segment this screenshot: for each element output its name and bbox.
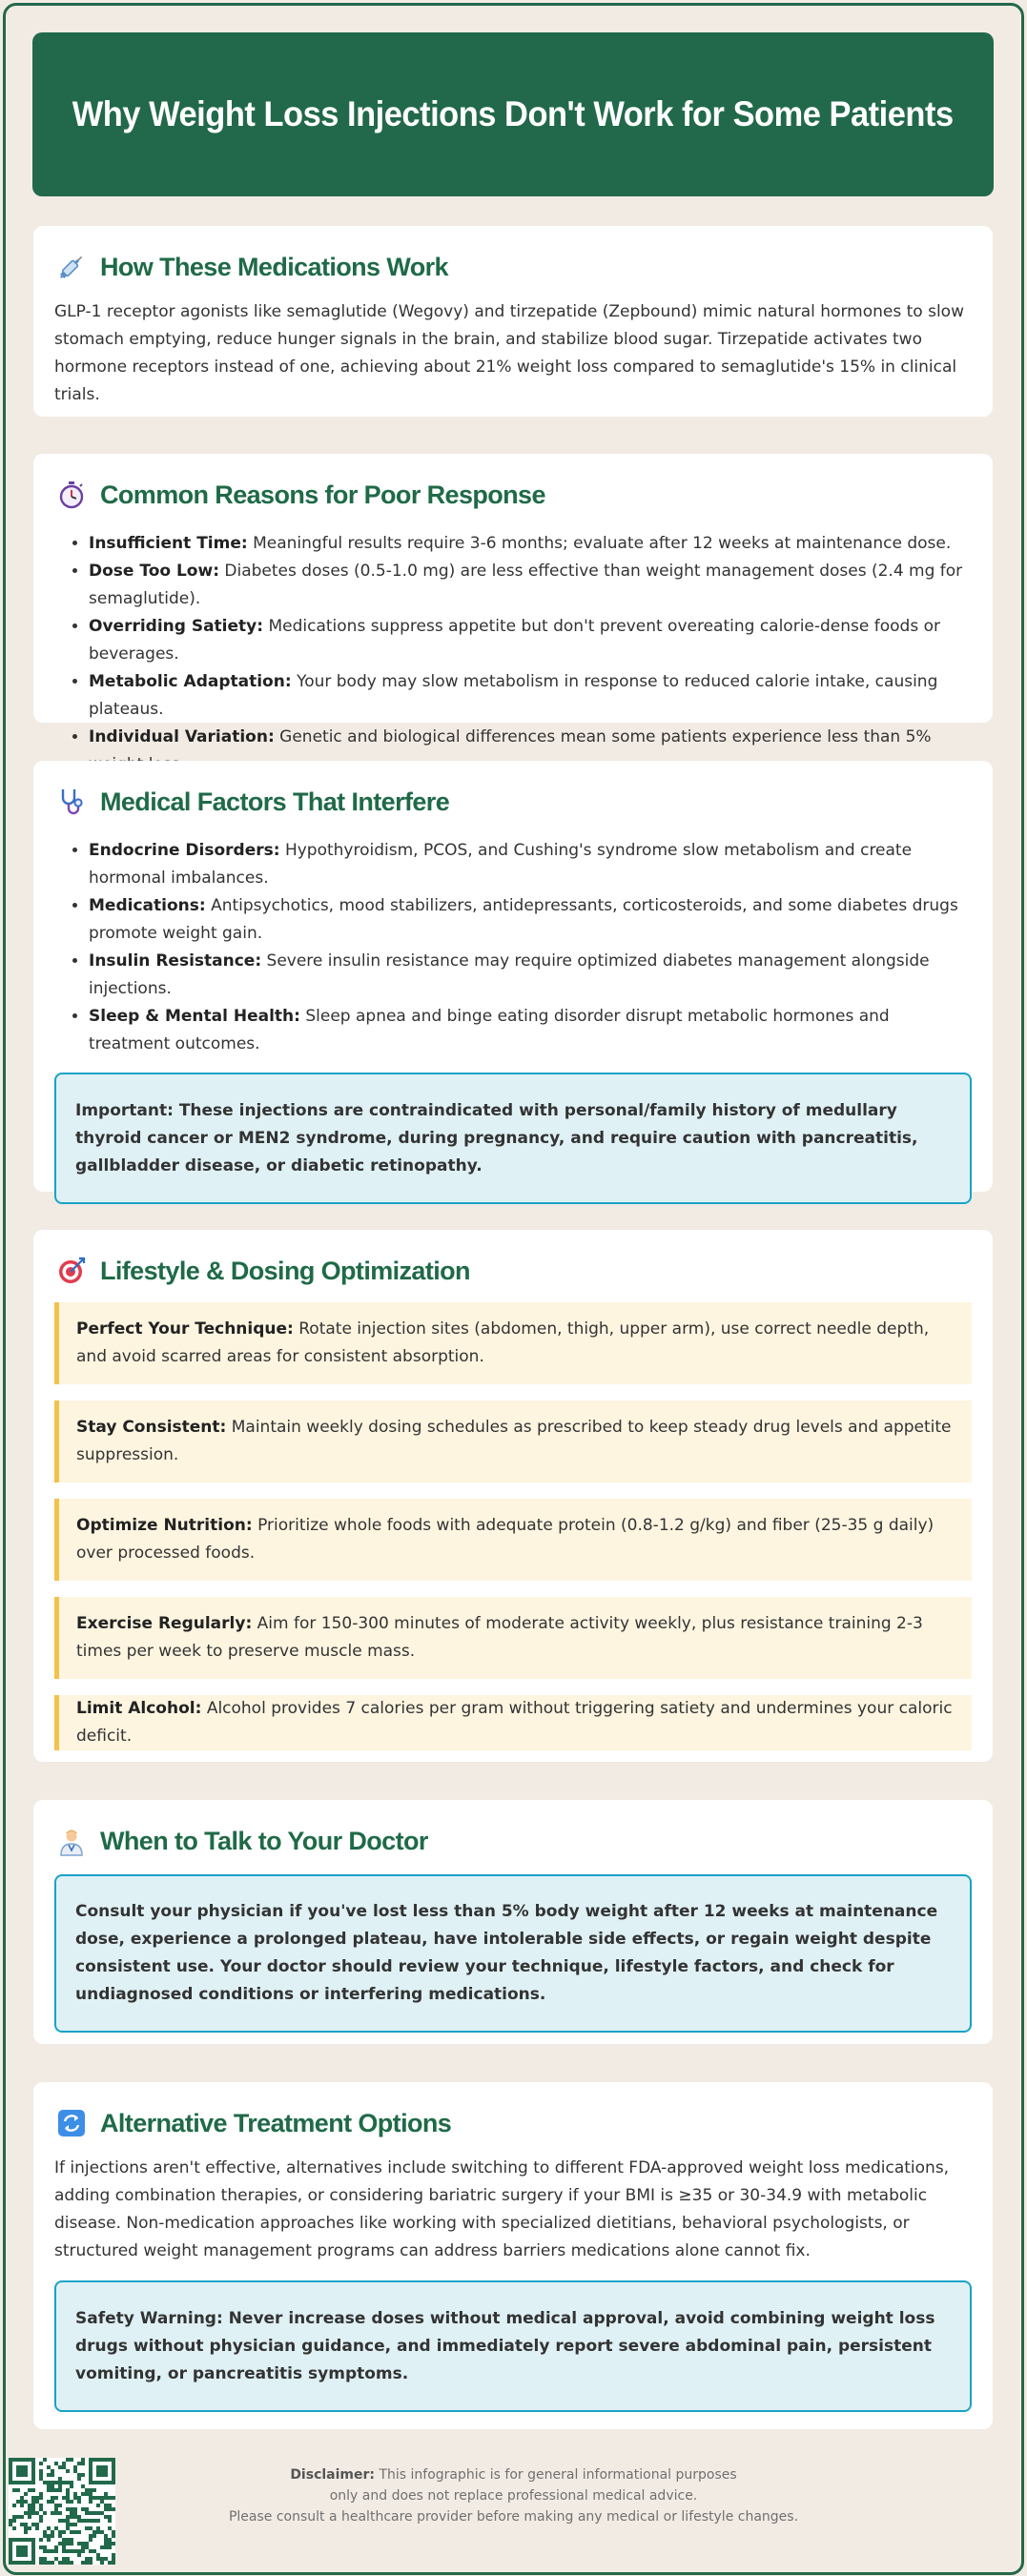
reasons-list bbox=[54, 530, 972, 779]
section-heading: Lifestyle & Dosing Optimization bbox=[100, 1256, 470, 1285]
syringe-icon bbox=[56, 252, 87, 282]
section-talk-to-doctor bbox=[33, 1800, 993, 2044]
disclaimer-label: Disclaimer: bbox=[290, 2467, 375, 2483]
safety-warning bbox=[54, 2280, 972, 2412]
title-banner bbox=[32, 32, 994, 196]
notice-text: Important: These injections are contraindicated with personal/family history of medullary thyroid cancer or MEN2 syndrome, during pregnancy, and require caution with pancreatitis, gallbladder disease, or diabetic retinopathy. bbox=[75, 1100, 918, 1176]
list-item: • Individual Variation: Genetic and biological differences mean some patients experience less than 5% bbox=[89, 724, 972, 779]
section-text: If injections aren't effective, alternatives include switching to different FDA-approved weight loss medications, adding combination therapies, or considering bariatric surgery if your BMI is ≥35 or 30-34.9 with metabolic disease. Non-medication approaches like working with specialized dietitians, behavioral psychologists, or structured weight management programs can address barriers medications alone cannot fix. bbox=[54, 2158, 950, 2260]
section-header bbox=[56, 2105, 972, 2141]
notice-text: Consult your physician if you've lost less than 5% body weight after 12 weeks at maintenance dose, experience a prolonged plateau, have intolerable side effects, or regain weight despite consistent use. Your doctor should review your technique, lifestyle factors, and check for undiagnosed conditions or interfering medications. bbox=[75, 1902, 938, 2004]
notice-text: Safety Warning: Never increase doses without medical approval, avoid combining weight loss drugs without physician guidance, and immediately report severe abdominal pain, persistent vomiting, or pancreatitis symptoms. bbox=[75, 2308, 935, 2383]
list-item: • Overriding Satiety: Medications suppress appetite but don't prevent overeating calorie-dense foods or beverages. bbox=[89, 613, 972, 668]
list-item: • Dose Too Low: Diabetes doses (0.5-1.0 mg) are less effective than weight management doses (2.4 mg for semaglutide). bbox=[89, 558, 972, 613]
stethoscope-icon bbox=[56, 787, 87, 817]
tip-item: Perfect Your Technique: Rotate injection sites (abdomen, thigh, upper arm), use correct needle depth, and avoid scarred areas for consistent absorption. bbox=[54, 1302, 972, 1384]
disclaimer bbox=[0, 2464, 1027, 2527]
section-header bbox=[56, 477, 972, 513]
section-alternatives bbox=[33, 2082, 993, 2429]
list-item: • Medications: Antipsychotics, mood stabilizers, antidepressants, corticosteroids, and some diabetes drugs promote weight gain. bbox=[89, 892, 972, 948]
section-how-it-works bbox=[33, 226, 993, 417]
important-notice bbox=[54, 1073, 972, 1204]
tip-item: Optimize Nutrition: Prioritize whole foods with adequate protein (0.8-1.2 g/kg) and fiber (25-35 g daily) over processed foods. bbox=[54, 1499, 972, 1581]
section-text: GLP-1 receptor agonists like semaglutide (Wegovy) and tirzepatide (Zepbound) mimic natural hormones to slow stomach emptying, reduce hunger signals in the brain, and stabilize blood sugar. Tirzepatide activates two hormone receptors instead of one, achieving about 21% weight loss compared to semaglutide's 15% in clinical trials. bbox=[54, 302, 964, 404]
section-header bbox=[56, 249, 972, 285]
section-header bbox=[56, 1253, 972, 1289]
disclaimer-line-1: This infographic is for general informational purposes bbox=[379, 2467, 737, 2483]
tip-item: Exercise Regularly: Aim for 150-300 minutes of moderate activity weekly, plus resistance training 2-3 times per week to preserve muscle mass. bbox=[54, 1597, 972, 1679]
disclaimer-line-2: only and does not replace professional medical advice. bbox=[329, 2488, 698, 2504]
stopwatch-icon bbox=[56, 480, 87, 510]
list-item: • Metabolic Adaptation: Your body may slow metabolism in response to reduced calorie intake, causing plateaus. bbox=[89, 668, 972, 724]
list-item: • Insulin Resistance: Severe insulin resistance may require optimized diabetes management alongside injections. bbox=[89, 948, 972, 1003]
section-heading: When to Talk to Your Doctor bbox=[100, 1826, 428, 1855]
list-item: • Endocrine Disorders: Hypothyroidism, PCOS, and Cushing's syndrome slow metabolism and create hormonal imbalances. bbox=[89, 837, 972, 892]
section-header bbox=[56, 784, 972, 820]
disclaimer-line-3: Please consult a healthcare provider before making any medical or lifestyle changes. bbox=[228, 2509, 799, 2525]
section-heading: Medical Factors That Interfere bbox=[100, 787, 450, 816]
tip-item: Stay Consistent: Maintain weekly dosing schedules as prescribed to keep steady drug levels and appetite suppression. bbox=[54, 1400, 972, 1482]
section-heading: Alternative Treatment Options bbox=[100, 2108, 452, 2137]
section-heading: How These Medications Work bbox=[100, 252, 448, 281]
list-item: • Sleep & Mental Health: Sleep apnea and binge eating disorder disrupt metabolic hormones and treatment outcomes. bbox=[89, 1003, 972, 1058]
doctor-notice bbox=[54, 1874, 972, 2033]
medical-factors-list bbox=[54, 837, 972, 1058]
refresh-icon bbox=[56, 2108, 87, 2138]
page-title: Why Weight Loss Injections Don't Work for Some Patients bbox=[72, 94, 954, 133]
target-icon bbox=[56, 1256, 87, 1286]
tip-item: Limit Alcohol: Alcohol provides 7 calories per gram without triggering satiety and undermines your caloric deficit. bbox=[54, 1695, 972, 1750]
list-item: • Insufficient Time: Meaningful results require 3-6 months; evaluate after 12 weeks at maintenance dose. bbox=[89, 530, 972, 558]
section-lifestyle bbox=[33, 1230, 993, 1762]
doctor-icon bbox=[56, 1826, 87, 1856]
section-heading: Common Reasons for Poor Response bbox=[100, 480, 545, 509]
section-header bbox=[56, 1823, 972, 1859]
section-common-reasons bbox=[33, 454, 993, 746]
section-medical-factors bbox=[33, 761, 993, 1192]
